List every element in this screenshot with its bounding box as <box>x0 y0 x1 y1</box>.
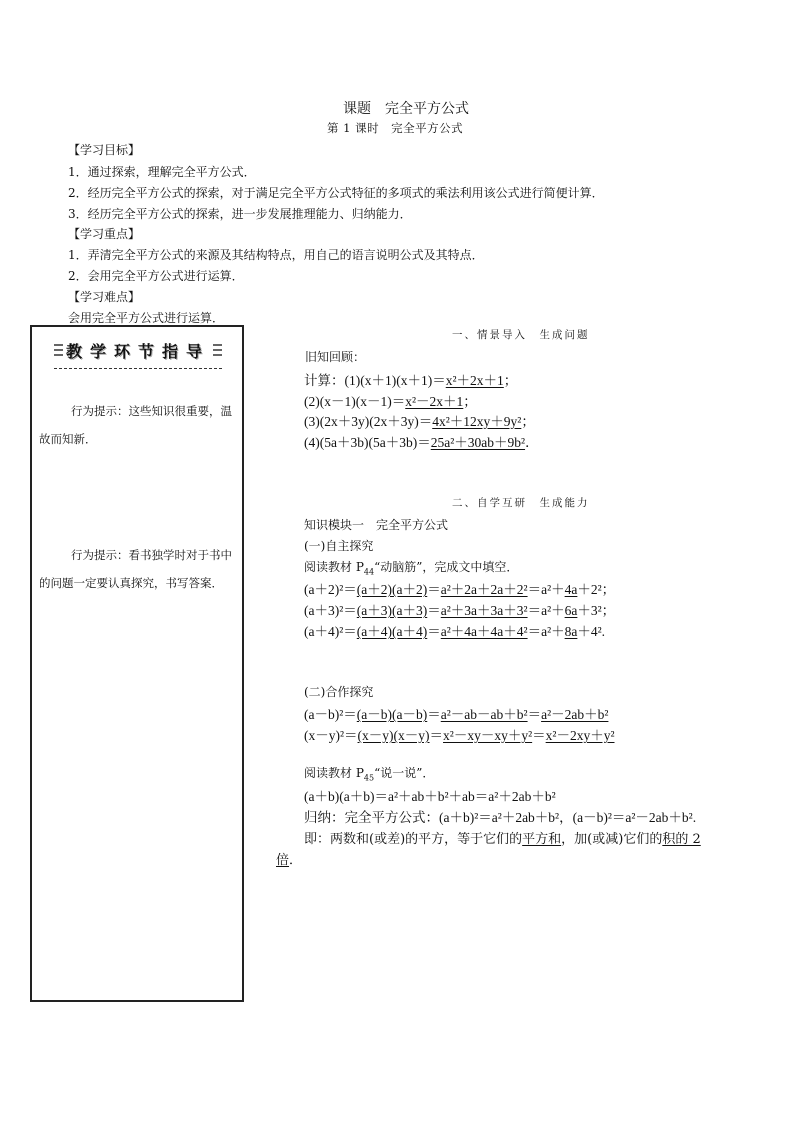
text: ． <box>289 853 303 868</box>
text: 即：两数和(或差)的平方，等于它们的 <box>304 832 523 847</box>
answer-blank: x²－2x＋1 <box>405 394 464 409</box>
text: a²＋ <box>541 582 565 597</box>
guide-badge <box>54 336 222 364</box>
difficulty-text: 会用完全平方公式进行运算． <box>68 311 225 325</box>
part-title-2: (二)合作探究 <box>304 685 374 699</box>
review-line-2 <box>304 390 477 410</box>
text: “说一说”． <box>374 766 435 780</box>
eq: ＝ <box>527 707 542 722</box>
explore-eq-3 <box>304 620 605 640</box>
answer-blank: 积的 2 <box>662 832 701 847</box>
punct: ； <box>503 373 518 388</box>
punct: ． <box>525 435 539 450</box>
lhs: (a＋2)²＝ <box>304 582 357 597</box>
badge-left-ornament <box>54 339 63 361</box>
page-subtitle: 第 1 课时 完全平方公式 <box>327 121 464 135</box>
question: (3)(2x＋3y)(2x＋3y)＝ <box>304 414 433 429</box>
lhs: (a＋4)²＝ <box>304 624 357 639</box>
eq: ＝ <box>532 728 546 743</box>
tip-text: 行为提示：看书独学时对于书中的问题一定要认真探究，书写答案． <box>39 548 232 590</box>
question: (2)(x－1)(x－1)＝ <box>304 394 406 409</box>
badge-right-ornament <box>213 339 222 361</box>
badge-text: 教学环节指导 <box>65 341 210 361</box>
text: “动脑筋”，完成文中填空． <box>374 560 519 574</box>
lhs: (x－y)²＝ <box>304 728 358 743</box>
answer-blank: a²＋2a＋2a＋2² <box>440 582 528 597</box>
punct: ； <box>463 394 477 409</box>
answer-blank: (a＋4)(a＋4) <box>356 624 428 639</box>
answer-blank: x²－2xy＋y² <box>545 728 615 743</box>
answer-blank: 4x²＋12xy＋9y² <box>432 414 522 429</box>
eq: ＝ <box>427 624 441 639</box>
badge-divider <box>54 368 222 369</box>
coop-eq-1 <box>304 703 608 723</box>
module-title: 知识模块一 完全平方公式 <box>304 518 449 532</box>
question: (4)(5a＋3b)(5a＋3b)＝ <box>304 435 431 450</box>
eq: ＝ <box>527 624 542 639</box>
explore-eq-2 <box>304 599 615 619</box>
punct: ； <box>521 414 535 429</box>
answer-blank: (x－y)(x－y) <box>357 728 430 743</box>
page-number: 44 <box>363 567 375 577</box>
text: a²＋ <box>541 624 565 639</box>
review-line-4 <box>304 431 539 451</box>
answer-blank: (a＋3)(a＋3) <box>356 603 428 618</box>
text: ＋2²； <box>577 582 616 597</box>
text: a²＋ <box>541 603 565 618</box>
derive-eq: (a＋b)(a＋b)＝a²＋ab＋b²＋ab＝a²＋2ab＋b² <box>304 789 556 804</box>
answer-blank: a²－2ab＋b² <box>541 707 609 722</box>
key-point-item: 2．会用完全平方公式进行运算． <box>68 269 244 283</box>
difficulty-heading: 【学习难点】 <box>68 290 141 304</box>
summary-formula: 归纳：完全平方公式：(a＋b)²＝a²＋2ab＋b²，(a－b)²＝a²－2ab＋b². <box>304 810 697 825</box>
answer-blank: (a－b)(a－b) <box>356 707 428 722</box>
objective-item: 3．经历完全平方公式的探索，进一步发展推理能力、归纳能力． <box>68 207 412 221</box>
answer-blank: 4a <box>564 582 578 597</box>
objective-item: 2．经历完全平方公式的探索，对于满足完全平方公式特征的多项式的乘法利用该公式进行简便计算． <box>68 186 604 200</box>
behavior-tip-2 <box>39 541 239 597</box>
behavior-tip-1 <box>39 397 239 453</box>
eq: ＝ <box>427 582 441 597</box>
answer-blank: 6a <box>564 603 578 618</box>
answer-blank: x²－xy－xy＋y² <box>443 728 533 743</box>
text: ，加(或减)它们的 <box>561 832 663 847</box>
review-line-1 <box>304 369 517 389</box>
answer-blank: (a＋2)(a＋2) <box>356 582 428 597</box>
page-title: 课题 完全平方公式 <box>343 101 469 117</box>
answer-blank: a²－ab－ab＋b² <box>440 707 528 722</box>
answer-blank: 8a <box>564 624 578 639</box>
page-number: 45 <box>363 773 375 783</box>
answer-blank: 25a²＋30ab＋9b² <box>430 435 526 450</box>
question: (1)(x＋1)(x＋1)＝ <box>344 373 446 388</box>
lhs: (a＋3)²＝ <box>304 603 357 618</box>
lhs: (a－b)²＝ <box>304 707 357 722</box>
review-line-3 <box>304 410 535 430</box>
answer-blank: 平方和 <box>522 832 562 847</box>
answer-blank: x²＋2x＋1 <box>445 373 504 388</box>
reading-instruction-2 <box>304 764 434 782</box>
tip-text: 行为提示：这些知识很重要，温故而知新． <box>39 404 232 446</box>
conclusion-line-2 <box>276 849 302 868</box>
conclusion-line <box>304 828 701 847</box>
objectives-heading: 【学习目标】 <box>68 143 141 157</box>
eq: ＝ <box>427 707 441 722</box>
answer-blank: a²＋3a＋3a＋3² <box>440 603 528 618</box>
review-label: 旧知回顾： <box>305 350 366 364</box>
eq: ＝ <box>527 582 542 597</box>
sidebar-guide-box <box>30 325 244 1002</box>
explore-eq-1 <box>304 578 615 598</box>
section-heading-2: 二、自学互研 生成能力 <box>452 497 590 509</box>
text: 阅读教材 P <box>304 560 364 574</box>
coop-eq-2 <box>304 724 615 744</box>
objective-item: 1．通过探索，理解完全平方公式． <box>68 165 256 179</box>
calc-label: 计算： <box>304 373 345 388</box>
answer-blank: 倍 <box>276 853 290 868</box>
answer-blank: a²＋4a＋4a＋4² <box>440 624 528 639</box>
key-point-item: 1．弄清完全平方公式的来源及其结构特点，用自己的语言说明公式及其特点． <box>68 248 484 262</box>
key-points-heading: 【学习重点】 <box>68 227 141 241</box>
eq: ＝ <box>427 603 441 618</box>
eq: ＝ <box>429 728 444 743</box>
section-heading-1: 一、情景导入 生成问题 <box>452 329 590 341</box>
text: ＋3²； <box>577 603 616 618</box>
text: 阅读教材 P <box>304 766 364 780</box>
reading-instruction-1 <box>304 558 518 576</box>
eq: ＝ <box>527 603 542 618</box>
text: ＋4². <box>577 624 606 639</box>
part-title-1: (一)自主探究 <box>304 539 374 553</box>
